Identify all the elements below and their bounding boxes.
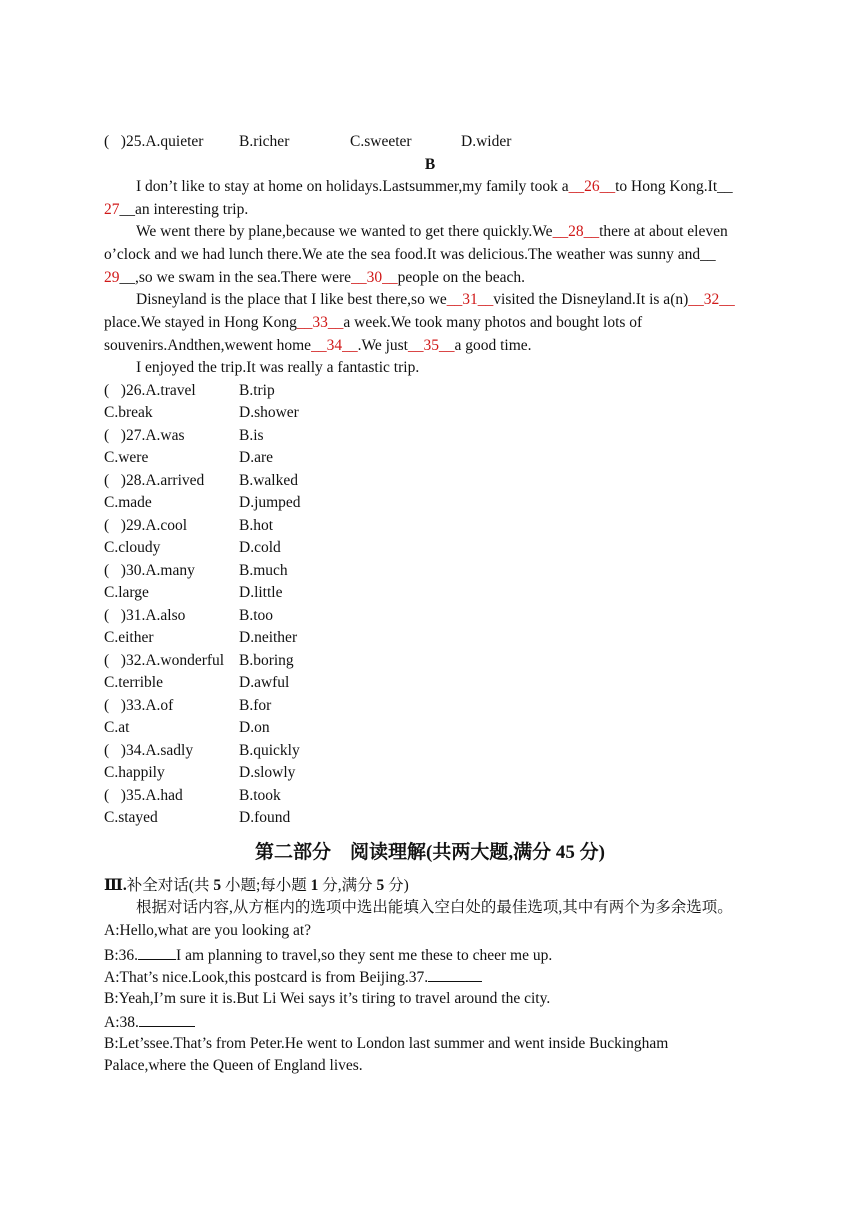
- q25-option-c: C.sweeter: [350, 133, 412, 150]
- section3-instruction: 根据对话内容,从方框内的选项中选出能填入空白处的最佳选项,其中有两个为多余选项。: [136, 899, 733, 916]
- option-b: B.walked: [239, 472, 298, 489]
- dialogue-line-7: Palace,where the Queen of England lives.: [104, 1057, 363, 1074]
- blank-27: 27: [104, 201, 120, 218]
- option-row: [104, 673, 290, 693]
- option-c: C.happily: [104, 764, 165, 781]
- option-d: D.little: [239, 584, 283, 601]
- dialogue-line-3: [104, 966, 482, 988]
- option-c: C.terrible: [104, 674, 163, 691]
- option-c: C.made: [104, 494, 152, 511]
- dialogue-text: B:36.: [104, 947, 139, 964]
- section-b-heading: B: [424, 156, 436, 173]
- option-d: D.cold: [239, 539, 281, 556]
- part2-title: 第二部分 阅读理解(共两大题,满分 45 分): [255, 842, 605, 863]
- option-row: [104, 426, 264, 446]
- heading-number: 1: [310, 877, 319, 894]
- blank-31: __31__: [446, 291, 494, 308]
- roman-numeral: Ⅲ.: [104, 877, 127, 894]
- option-c: C.large: [104, 584, 149, 601]
- passage-text: place.We stayed in Hong Kong: [104, 314, 297, 331]
- blank-29: 29: [104, 269, 120, 286]
- option-a: ( )34.A.sadly: [104, 742, 194, 759]
- option-row: [104, 741, 300, 761]
- option-d: D.on: [239, 719, 270, 736]
- heading-number: 5: [213, 877, 222, 894]
- option-c: C.at: [104, 719, 130, 736]
- passage-text: to Hong Kong.It__: [615, 178, 733, 195]
- section3-heading: [104, 876, 409, 896]
- blank-30: __30__: [351, 269, 398, 286]
- passage-text: there at about eleven: [599, 223, 728, 240]
- passage-text: __an interesting trip.: [119, 201, 249, 218]
- passage-text: souvenirs.Andthen,wewent home: [104, 337, 312, 354]
- dialogue-line-1: A:Hello,what are you looking at?: [104, 922, 312, 939]
- option-b: B.for: [239, 697, 272, 714]
- option-d: D.jumped: [239, 494, 301, 511]
- option-a: ( )28.A.arrived: [104, 472, 205, 489]
- heading-text: 补全对话(共: [126, 877, 214, 894]
- answer-blank-37[interactable]: [428, 966, 482, 982]
- option-row: [104, 516, 274, 536]
- passage-line-5: [104, 268, 525, 288]
- option-b: B.much: [239, 562, 288, 579]
- passage-text: visited the Disneyland.It is a(n): [493, 291, 689, 308]
- passage-line-4: [104, 245, 716, 265]
- heading-text: 分): [384, 877, 409, 894]
- option-a: ( )35.A.had: [104, 787, 183, 804]
- option-b: B.is: [239, 427, 264, 444]
- option-row: [104, 786, 281, 806]
- option-row: [104, 763, 296, 783]
- passage-text: We went there by plane,because we wanted to get there quickly.We: [136, 223, 553, 240]
- passage-line-9: I enjoyed the trip.It was really a fantastic trip.: [136, 359, 420, 376]
- option-row: [104, 493, 301, 513]
- question-25: [104, 132, 512, 152]
- dialogue-line-6: B:Let’ssee.That’s from Peter.He went to London last summer and went inside Buckingham: [104, 1035, 669, 1052]
- passage-line-3: [136, 222, 728, 242]
- q25-option-b: B.richer: [239, 133, 290, 150]
- option-b: B.took: [239, 787, 281, 804]
- blank-35: __35__: [407, 337, 455, 354]
- heading-text: 分,满分: [318, 877, 377, 894]
- passage-text: Disneyland is the place that I like best there,so we: [136, 291, 447, 308]
- option-row: [104, 696, 272, 716]
- option-row: [104, 538, 281, 558]
- passage-line-2: [104, 200, 248, 220]
- passage-line-7: [104, 313, 642, 333]
- passage-text: I don’t like to stay at home on holidays.Lastsummer,my family took a: [136, 178, 569, 195]
- option-d: D.found: [239, 809, 291, 826]
- option-row: [104, 628, 298, 648]
- heading-number: 5: [376, 877, 385, 894]
- option-a: ( )31.A.also: [104, 607, 186, 624]
- option-a: ( )33.A.of: [104, 697, 174, 714]
- option-row: [104, 718, 270, 738]
- passage-line-8: [104, 336, 532, 356]
- option-b: B.quickly: [239, 742, 300, 759]
- answer-blank-38[interactable]: [139, 1011, 195, 1027]
- option-b: B.too: [239, 607, 274, 624]
- option-d: D.are: [239, 449, 273, 466]
- blank-26: __26__: [568, 178, 616, 195]
- passage-text: o’clock and we had lunch there.We ate the sea food.It was delicious.The weather was sunny and__: [104, 246, 716, 263]
- option-a: ( )29.A.cool: [104, 517, 188, 534]
- option-row: [104, 448, 273, 468]
- option-a: ( )27.A.was: [104, 427, 185, 444]
- passage-line-1: [136, 177, 733, 197]
- option-c: C.cloudy: [104, 539, 161, 556]
- option-d: D.awful: [239, 674, 290, 691]
- option-row: [104, 381, 275, 401]
- option-c: C.were: [104, 449, 149, 466]
- option-row: [104, 583, 283, 603]
- passage-text: people on the beach.: [397, 269, 525, 286]
- passage-text: a week.We took many photos and bought lots of: [343, 314, 643, 331]
- heading-text: 小题;每小题: [221, 877, 311, 894]
- option-d: D.slowly: [239, 764, 296, 781]
- passage-line-6: [136, 290, 735, 310]
- option-b: B.boring: [239, 652, 294, 669]
- option-c: C.break: [104, 404, 153, 421]
- blank-32: __32__: [688, 291, 735, 308]
- option-row: [104, 471, 298, 491]
- option-row: [104, 808, 291, 828]
- blank-33: __33__: [296, 314, 344, 331]
- blank-34: __34__: [311, 337, 358, 354]
- option-row: [104, 606, 274, 626]
- dialogue-line-4: B:Yeah,I’m sure it is.But Li Wei says it’s tiring to travel around the city.: [104, 990, 551, 1007]
- dialogue-text: I am planning to travel,so they sent me these to cheer me up.: [176, 947, 553, 964]
- blank-28: __28__: [552, 223, 600, 240]
- dialogue-line-2: [104, 944, 552, 966]
- passage-text: .We just: [357, 337, 408, 354]
- option-c: C.stayed: [104, 809, 158, 826]
- option-b: B.trip: [239, 382, 275, 399]
- passage-text: __,so we swam in the sea.There were: [119, 269, 352, 286]
- option-row: [104, 403, 299, 423]
- option-a: ( )32.A.wonderful: [104, 652, 225, 669]
- option-d: D.shower: [239, 404, 299, 421]
- passage-text: a good time.: [454, 337, 532, 354]
- option-a: ( )30.A.many: [104, 562, 195, 579]
- option-b: B.hot: [239, 517, 274, 534]
- dialogue-line-5: [104, 1011, 195, 1033]
- option-row: [104, 561, 288, 581]
- option-row: [104, 651, 294, 671]
- option-d: D.neither: [239, 629, 298, 646]
- answer-blank-36[interactable]: [138, 944, 176, 960]
- dialogue-text: A:38.: [104, 1014, 139, 1031]
- option-c: C.either: [104, 629, 154, 646]
- dialogue-text: A:That’s nice.Look,this postcard is from Beijing.37.: [104, 969, 429, 986]
- q25-option-d: D.wider: [461, 133, 512, 150]
- option-a: ( )26.A.travel: [104, 382, 196, 399]
- q25-option-a: ( )25.A.quieter: [104, 133, 204, 150]
